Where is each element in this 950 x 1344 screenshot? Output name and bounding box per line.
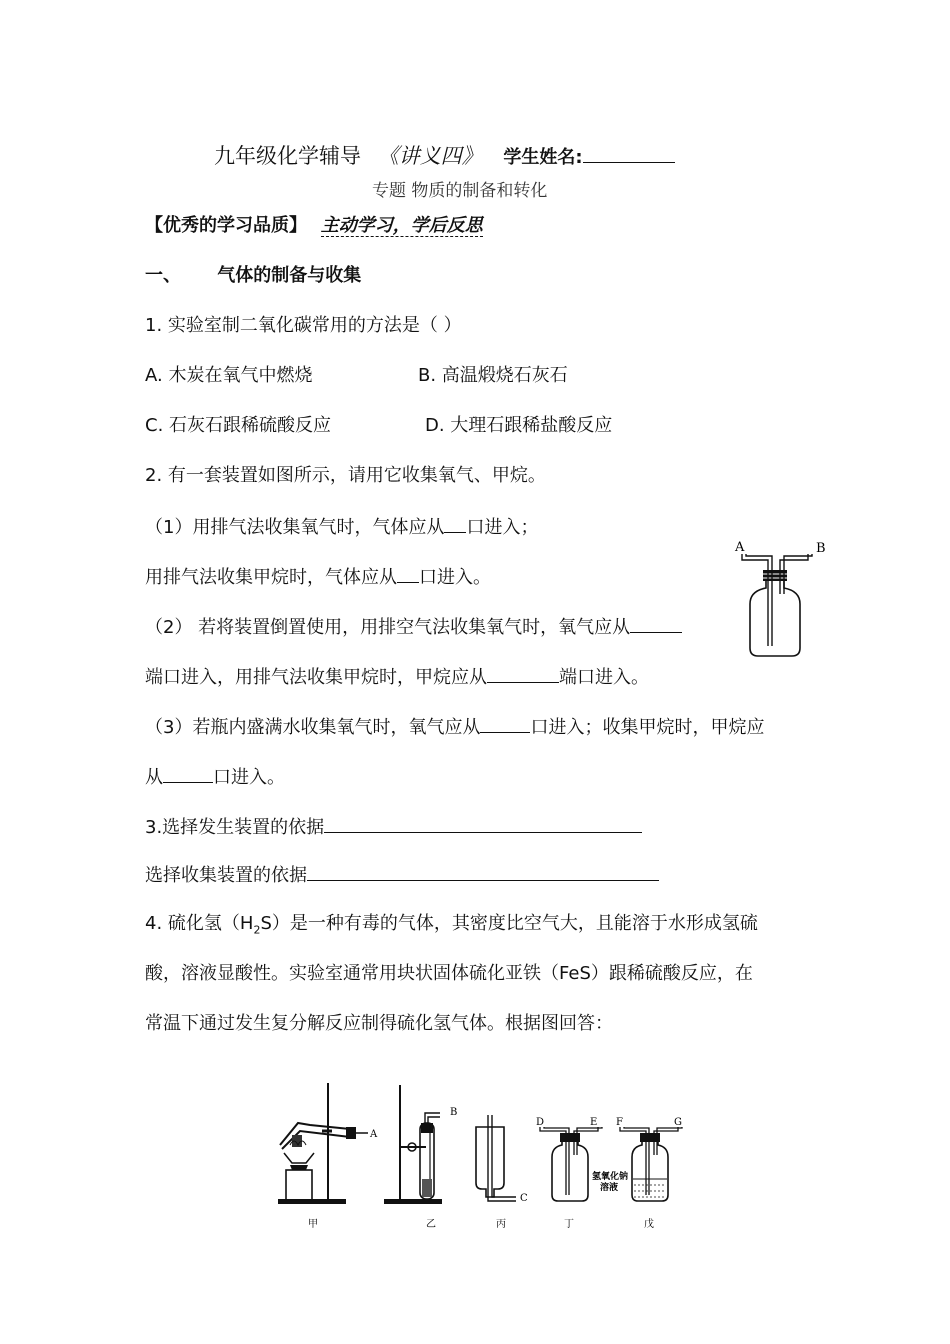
q3-line2 bbox=[145, 862, 659, 888]
q2-stem: 2. 有一套装置如图所示，请用它收集氧气、甲烷。 bbox=[145, 465, 546, 486]
quality-line bbox=[145, 214, 483, 238]
q2-part3-line2 bbox=[145, 764, 285, 790]
section-title: 气体的制备与收集 bbox=[217, 265, 362, 286]
q2-part1-text-end: 口进入； bbox=[466, 517, 539, 538]
q2-part2-text: （2） 若将装置倒置使用，用排空气法收集氧气时，氧气应从 bbox=[145, 617, 631, 638]
q2-part1-text: （1）用排气法收集氧气时，气体应从 bbox=[145, 517, 445, 538]
q1-stem: 1. 实验室制二氧化碳常用的方法是（ ） bbox=[145, 315, 462, 336]
apparatus-figure bbox=[270, 1075, 700, 1235]
apparatus-jia bbox=[278, 1083, 378, 1230]
q2-part1b-text-end: 口进入。 bbox=[419, 567, 491, 588]
q2-part1b-text: 用排气法收集甲烷时，气体应从 bbox=[145, 567, 397, 588]
q4-subscript: 2 bbox=[253, 923, 261, 937]
q2-part3-text: （3）若瓶内盛满水收集氧气时，氧气应从 bbox=[145, 717, 481, 738]
label-G: G bbox=[674, 1117, 682, 1128]
apparatus-yi bbox=[384, 1085, 457, 1230]
q2-blank-5[interactable] bbox=[480, 714, 530, 733]
q2-part3-text-end: 口进入；收集甲烷时，甲烷应 bbox=[530, 717, 765, 738]
label-jia: 甲 bbox=[308, 1219, 318, 1230]
q2-part3b-text: 从 bbox=[145, 767, 163, 788]
q2-part2-line2 bbox=[145, 664, 649, 690]
q2-gas-bottle-figure bbox=[730, 536, 834, 662]
q2-blank-6[interactable] bbox=[163, 764, 213, 783]
quality-motto: 主动学习，学后反思 bbox=[320, 215, 483, 236]
q3-line1 bbox=[145, 814, 642, 840]
q2-blank-1[interactable] bbox=[444, 514, 466, 533]
label-F: F bbox=[616, 1117, 623, 1128]
title-text: 九年级化学辅导 bbox=[214, 144, 361, 168]
q2-part1-line1 bbox=[145, 514, 538, 540]
section-heading bbox=[145, 264, 361, 288]
q3-text-1: 3.选择发生装置的依据 bbox=[145, 817, 325, 838]
q4-text-pre: 4. 硫化氢（H bbox=[145, 913, 254, 934]
section-number: 一、 bbox=[145, 265, 181, 286]
q2-part3-line1 bbox=[145, 714, 764, 740]
naoh-label-1: 氢氧化钠 bbox=[592, 1172, 629, 1182]
q2-part2b-text: 端口进入，用排气法收集甲烷时，甲烷应从 bbox=[145, 667, 487, 688]
long-tube bbox=[742, 554, 768, 646]
label-E: E bbox=[590, 1117, 598, 1128]
label-wu: 戊 bbox=[644, 1219, 654, 1230]
label-A: A bbox=[370, 1129, 378, 1140]
label-B: B bbox=[450, 1107, 458, 1118]
apparatus-bing bbox=[476, 1115, 528, 1230]
label-bing: 丙 bbox=[496, 1219, 506, 1230]
q3-blank-1[interactable] bbox=[324, 814, 642, 833]
q3-blank-2[interactable] bbox=[307, 862, 659, 881]
q2-part1-line2 bbox=[145, 564, 491, 590]
q2-blank-4[interactable] bbox=[487, 664, 559, 683]
q4-line3: 常温下通过发生复分解反应制得硫化氢气体。根据图回答： bbox=[145, 1013, 613, 1034]
label-yi: 乙 bbox=[426, 1219, 436, 1230]
q2-part2-line1 bbox=[145, 614, 682, 640]
handout-label: 《讲义四》 bbox=[377, 144, 483, 168]
naoh-label-2: 溶液 bbox=[600, 1183, 619, 1193]
q4-line1 bbox=[145, 912, 758, 943]
fig-label-a: A bbox=[735, 540, 745, 555]
label-ding: 丁 bbox=[564, 1219, 574, 1230]
q4-line2: 酸，溶液显酸性。实验室通常用块状固体硫化亚铁（FeS）跟稀硫酸反应，在 bbox=[145, 963, 753, 984]
page-subtitle: 专题 物质的制备和转化 bbox=[372, 181, 548, 201]
q1-option-c: C. 石灰石跟稀硫酸反应 bbox=[145, 415, 332, 436]
bottle-outline bbox=[750, 580, 800, 656]
q2-part2b-text-end: 端口进入。 bbox=[559, 667, 649, 688]
page-title bbox=[214, 140, 675, 170]
label-D: D bbox=[536, 1117, 545, 1128]
q2-blank-3[interactable] bbox=[630, 614, 682, 633]
q1-option-a: A. 木炭在氧气中燃烧 bbox=[145, 365, 313, 386]
student-name-blank[interactable] bbox=[583, 144, 675, 163]
q1-option-b: B. 高温煅烧石灰石 bbox=[418, 365, 568, 386]
quality-label: 【优秀的学习品质】 bbox=[145, 215, 307, 236]
label-C: C bbox=[520, 1193, 528, 1204]
q3-text-2: 选择收集装置的依据 bbox=[145, 865, 307, 886]
student-name-label: 学生姓名: bbox=[503, 147, 583, 168]
q1-option-d: D. 大理石跟稀盐酸反应 bbox=[425, 415, 613, 436]
q4-text-post: S）是一种有毒的气体，其密度比空气大，且能溶于水形成氢硫 bbox=[260, 913, 758, 934]
apparatus-wu bbox=[592, 1117, 682, 1230]
q2-blank-2[interactable] bbox=[397, 564, 419, 583]
fig-label-b: B bbox=[816, 541, 826, 556]
q2-part3b-text-end: 口进入。 bbox=[213, 767, 285, 788]
